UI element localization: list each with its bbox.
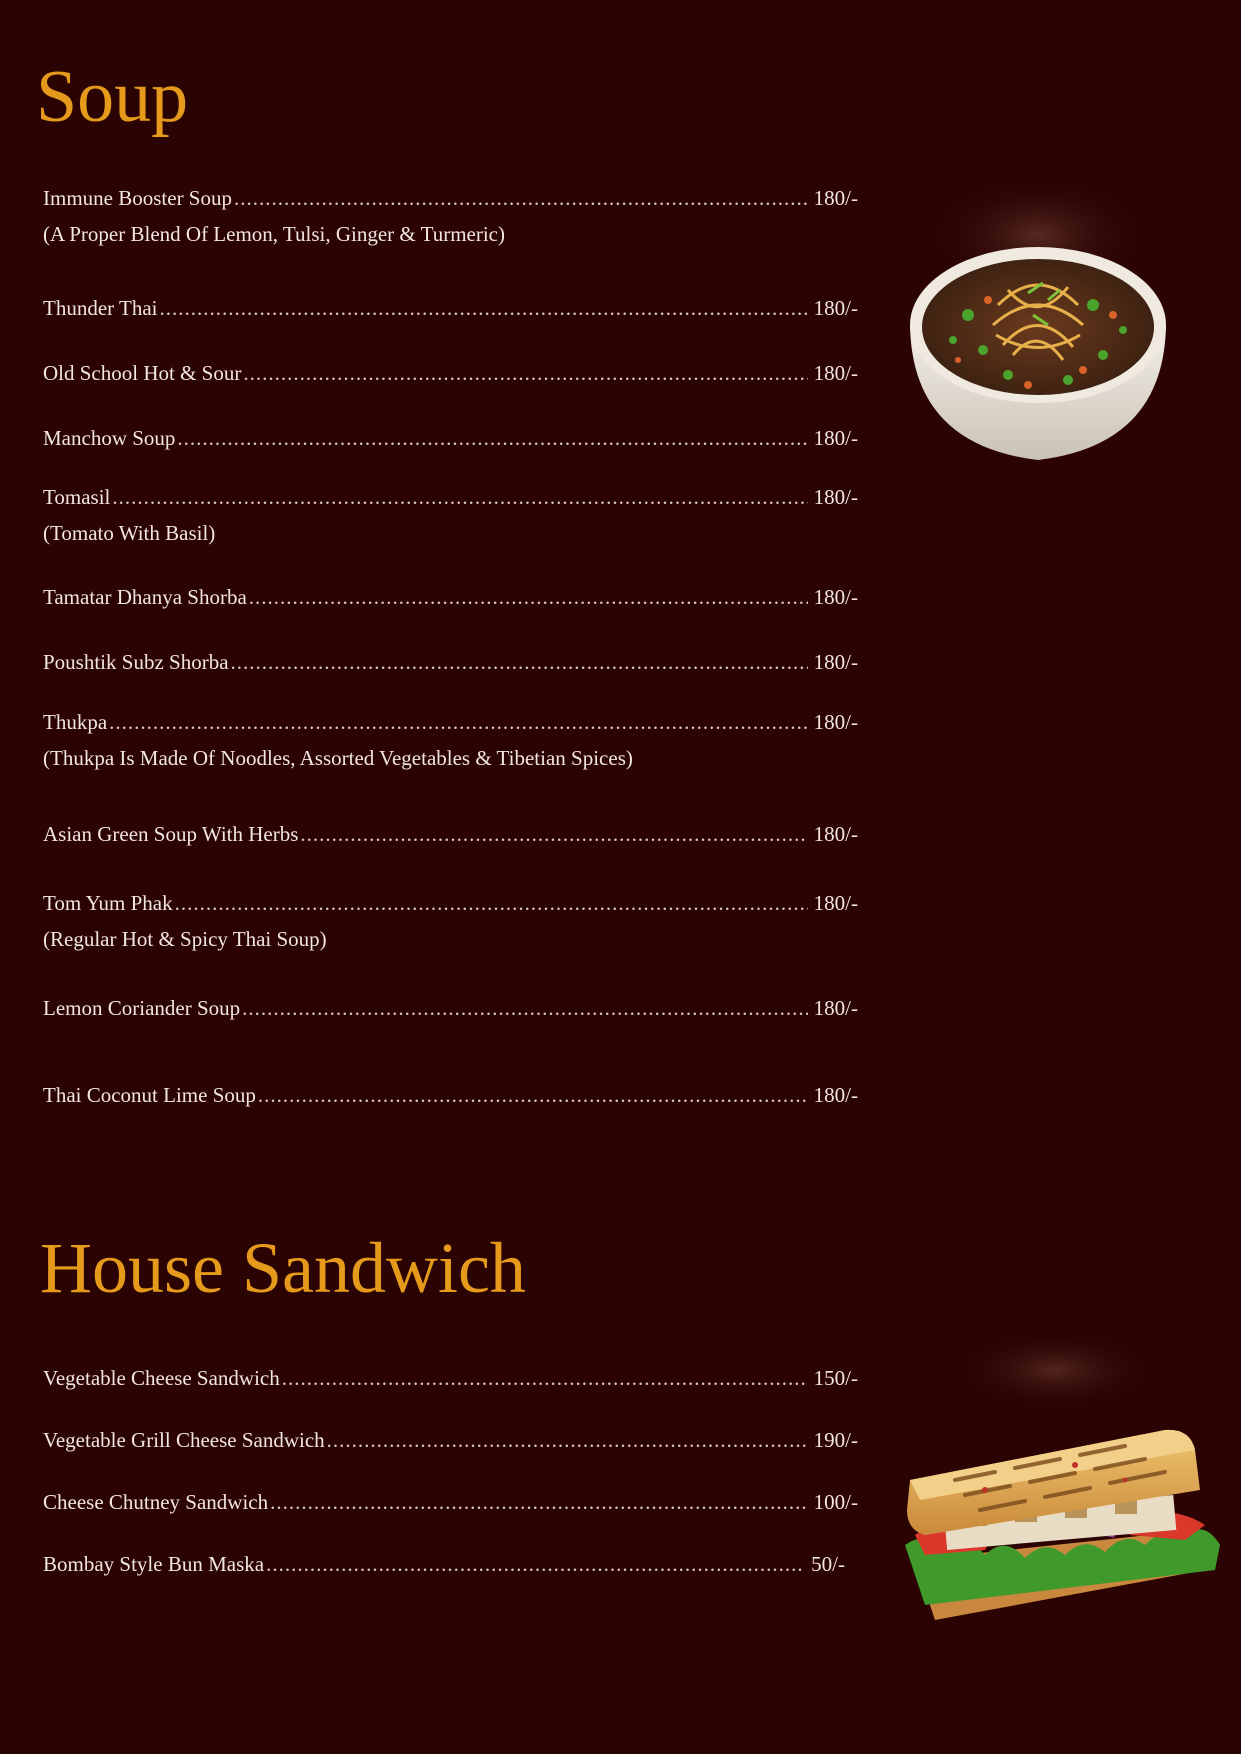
item-name: Thukpa <box>43 710 108 734</box>
item-price: 180/- <box>813 485 858 509</box>
leader-dots <box>282 1366 808 1391</box>
leader-dots <box>266 1552 805 1577</box>
menu-item <box>43 1428 858 1458</box>
menu-item <box>43 485 858 546</box>
item-price: 180/- <box>813 585 858 609</box>
item-description: (Tomato With Basil) <box>43 521 216 545</box>
leader-dots <box>109 710 808 735</box>
item-price: 180/- <box>813 650 858 674</box>
item-name: Tomasil <box>43 485 111 509</box>
item-price: 180/- <box>813 891 858 915</box>
item-price: 180/- <box>813 710 858 734</box>
leader-dots <box>242 996 808 1021</box>
menu-item <box>43 996 858 1026</box>
menu-item <box>43 710 858 771</box>
menu-item <box>43 1490 858 1520</box>
item-name: Thai Coconut Lime Soup <box>43 1083 256 1107</box>
menu-item <box>43 296 858 326</box>
menu-item <box>43 1366 858 1396</box>
leader-dots <box>270 1490 808 1515</box>
menu-item <box>43 361 858 391</box>
item-name: Immune Booster Soup <box>43 186 232 210</box>
item-price: 180/- <box>813 996 858 1020</box>
menu-item <box>43 1552 845 1582</box>
item-price: 180/- <box>813 296 858 320</box>
item-description: (Regular Hot & Spicy Thai Soup) <box>43 927 327 951</box>
item-name: Lemon Coriander Soup <box>43 996 241 1020</box>
leader-dots <box>177 426 807 451</box>
leader-dots <box>175 891 808 916</box>
item-name: Poushtik Subz Shorba <box>43 650 229 674</box>
menu-item <box>43 585 858 615</box>
menu-item <box>43 650 858 680</box>
item-price: 100/- <box>813 1490 858 1514</box>
leader-dots <box>160 296 808 321</box>
item-name: Thunder Thai <box>43 296 158 320</box>
item-name: Tamatar Dhanya Shorba <box>43 585 247 609</box>
item-name: Old School Hot & Sour <box>43 361 242 385</box>
item-price: 180/- <box>813 1083 858 1107</box>
menu-item <box>43 822 858 852</box>
item-price: 190/- <box>813 1428 858 1452</box>
menu-item <box>43 891 858 952</box>
leader-dots <box>249 585 808 610</box>
item-name: Tom Yum Phak <box>43 891 173 915</box>
item-name: Bombay Style Bun Maska <box>43 1552 265 1576</box>
item-name: Cheese Chutney Sandwich <box>43 1490 269 1514</box>
menu-item <box>43 186 858 247</box>
sandwich-section-title: House Sandwich <box>40 1228 526 1308</box>
item-price: 180/- <box>813 426 858 450</box>
item-name: Vegetable Grill Cheese Sandwich <box>43 1428 325 1452</box>
item-price: 150/- <box>813 1366 858 1390</box>
item-description: (Thukpa Is Made Of Noodles, Assorted Vegetables & Tibetian Spices) <box>43 746 633 770</box>
leader-dots <box>300 822 807 847</box>
sandwich-image <box>885 1330 1235 1650</box>
item-price: 180/- <box>813 822 858 846</box>
item-name: Vegetable Cheese Sandwich <box>43 1366 280 1390</box>
item-name: Asian Green Soup With Herbs <box>43 822 299 846</box>
leader-dots <box>258 1083 808 1108</box>
leader-dots <box>231 650 808 675</box>
soup-section-title: Soup <box>36 56 189 138</box>
leader-dots <box>234 186 808 211</box>
item-price: 50/- <box>811 1552 845 1576</box>
item-name: Manchow Soup <box>43 426 176 450</box>
menu-item <box>43 426 858 456</box>
item-description: (A Proper Blend Of Lemon, Tulsi, Ginger & Turmeric) <box>43 222 505 246</box>
item-price: 180/- <box>813 361 858 385</box>
item-price: 180/- <box>813 186 858 210</box>
menu-item <box>43 1083 858 1113</box>
leader-dots <box>243 361 807 386</box>
leader-dots <box>327 1428 808 1453</box>
soup-bowl-image <box>888 175 1188 515</box>
leader-dots <box>112 485 807 510</box>
